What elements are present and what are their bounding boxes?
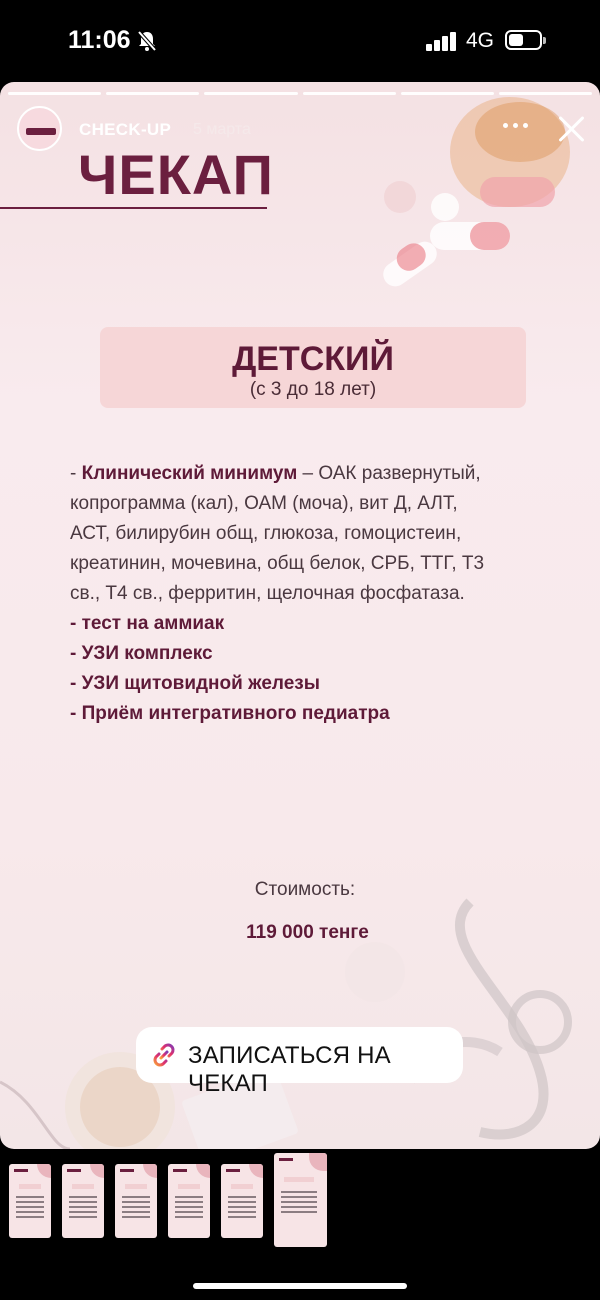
checkup-contents (70, 459, 550, 729)
price-value: 119 000 тенге (246, 922, 369, 943)
list-item: - УЗИ комплекс (70, 643, 213, 664)
content-line: креатинин, мочевина, общ белок, СРБ, ТТГ, Т3 (70, 553, 485, 574)
content-line: копрограмма (кал), ОАМ (моча), вит Д, АЛТ, (70, 493, 458, 514)
content-line: АСТ, билирубин общ, глюкоза, гомоцистеин, (70, 523, 462, 544)
silent-bell-icon (137, 30, 157, 52)
story-thumbnail[interactable] (221, 1164, 263, 1238)
more-options-icon[interactable] (503, 120, 529, 130)
heading-underline (0, 207, 267, 209)
account-avatar[interactable] (17, 106, 62, 151)
story-thumbnail[interactable] (168, 1164, 210, 1238)
badge-title: ДЕТСКИЙ (232, 340, 394, 378)
account-name[interactable]: CHECK-UP (79, 120, 172, 139)
signal-icon (426, 31, 458, 51)
story-date: 5 марта (193, 121, 251, 138)
list-item: - УЗИ щитовидной железы (70, 673, 320, 694)
story-card[interactable] (0, 82, 600, 1149)
home-indicator[interactable] (193, 1283, 407, 1289)
badge-subtitle: (с 3 до 18 лет) (249, 379, 377, 400)
story-thumbnail[interactable] (62, 1164, 104, 1238)
story-thumbnail[interactable] (9, 1164, 51, 1238)
clock: 11:06 (68, 26, 131, 54)
book-checkup-link-sticker[interactable] (136, 1027, 463, 1097)
story-heading: ЧЕКАП (78, 143, 274, 206)
content-line: - Клинический минимум – ОАК развернутый, (70, 463, 481, 484)
story-thumbnail-active[interactable] (274, 1153, 327, 1247)
content-line: св., Т4 св., ферритин, щелочная фосфатаза. (70, 583, 465, 604)
story-thumbnails (0, 1152, 600, 1252)
list-item: - Приём интегративного педиатра (70, 703, 390, 724)
list-item: - тест на аммиак (70, 613, 225, 634)
network-type: 4G (466, 29, 495, 52)
category-badge (100, 327, 526, 408)
battery-icon (505, 30, 542, 50)
story-thumbnail[interactable] (115, 1164, 157, 1238)
link-icon (148, 1039, 180, 1071)
status-bar (0, 0, 600, 80)
cta-label: ЗАПИСАТЬСЯ НА ЧЕКАП (188, 1042, 391, 1097)
price-label: Стоимость: (254, 879, 356, 900)
story-progress-bar (8, 92, 592, 96)
close-icon[interactable] (558, 115, 586, 143)
